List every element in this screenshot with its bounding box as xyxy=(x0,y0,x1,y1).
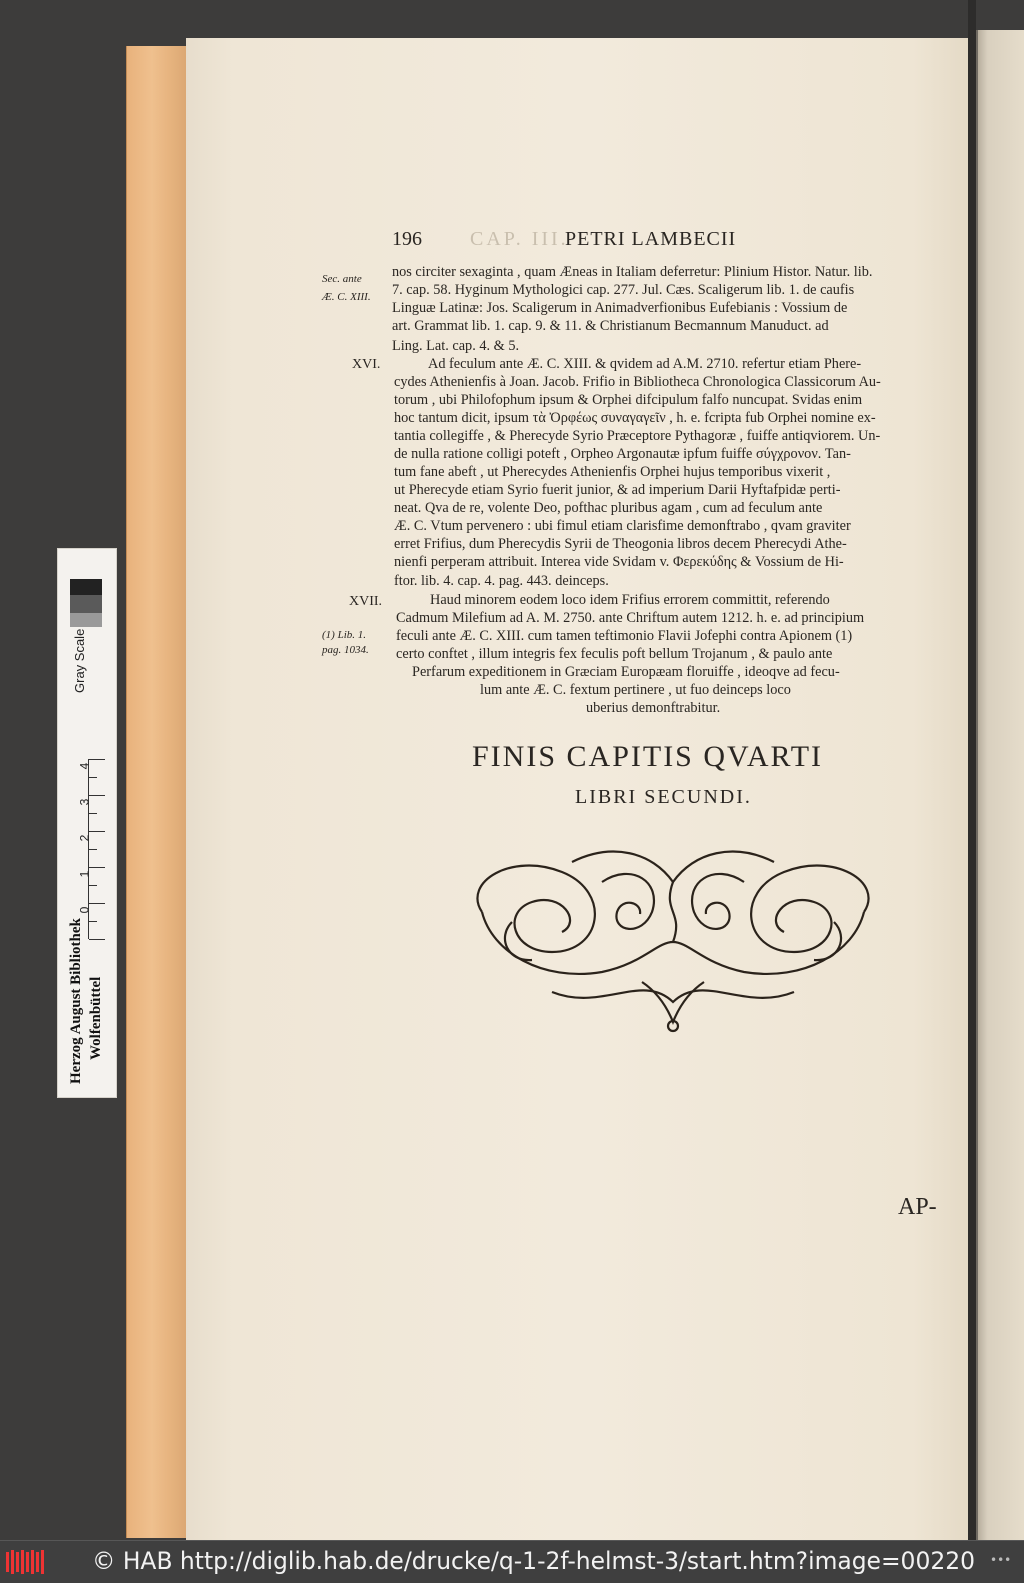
page-number: 196 xyxy=(392,228,422,250)
margin-note: (1) Lib. 1. xyxy=(322,629,366,641)
text-line: art. Grammat lib. 1. cap. 9. & 11. & Christianum Becmannum Manuduct. ad xyxy=(392,318,829,334)
text-line: hoc tantum dicit, ipsum τὰ Ὀρφέως συναγαγεῖν , h. e. fcripta fub Orphei nomine ex- xyxy=(394,410,876,426)
gutter-shadow xyxy=(968,0,976,1540)
facing-page-edge xyxy=(976,30,1024,1540)
text-line: feculi ante Æ. C. XIII. cum tamen teftimonio Flavii Jofephi contra Apionem (1) xyxy=(396,628,853,644)
gray-scale-card: Gray Scale 4 3 2 1 0 Herzog August Bibliothek Wolfenbüttel xyxy=(57,548,117,1098)
text-line: tum fane abeft , ut Pherecydes Athenienfis Orphei hujus temporibus vixerit , xyxy=(394,464,831,480)
calligraphic-flourish-ornament xyxy=(452,842,894,1034)
text-line: certo conftet , illum integris fex feculis poft bellum Trojanum , & paulo ante xyxy=(396,646,833,662)
text-line: Ad feculum ante Æ. C. XIII. & qvidem ad A.M. 2710. refertur etiam Phere- xyxy=(428,356,862,372)
text-line: Perfarum expeditionem in Græciam Europæam floruiffe , ideoqve ad fecu- xyxy=(412,664,840,680)
ruler-number: 3 xyxy=(77,798,92,806)
text-line: Ling. Lat. cap. 4. & 5. xyxy=(392,338,520,354)
catchword: AP- xyxy=(898,1194,937,1220)
text-line: de nulla ratione colligi poteft , Orpheo Argonautæ ipfum fuiffe σύγχρονον. Tan- xyxy=(394,446,851,462)
chapter-end-subheading: LIBRI SECUNDI. xyxy=(575,786,752,808)
section-number: XVI. xyxy=(352,357,381,372)
gray-swatch-dark xyxy=(70,579,102,595)
margin-note: Sec. ante xyxy=(322,273,362,285)
text-line: Linguæ Latinæ: Jos. Scaligerum in Animadverfionibus Eufebianis : Vossium de xyxy=(392,300,848,316)
text-line: erret Frifius, dum Pherecydis Syrii de Theogonia libros decem Pherecydi Athe- xyxy=(394,536,847,552)
ruler xyxy=(77,759,105,939)
ruler-number: 2 xyxy=(77,834,92,842)
chapter-end-heading: FINIS CAPITIS QVARTI xyxy=(472,740,824,773)
text-line: torum , ubi Philofophum ipsum & Orphei difcipulum falfo nuncupat. Svidas enim xyxy=(394,392,863,408)
page-stack-edge xyxy=(126,46,189,1538)
text-line: neat. Qva de re, volente Deo, pofthac pluribus agam , cum ad feculum ante xyxy=(394,500,823,516)
ruler-number: 0 xyxy=(77,906,92,914)
footer-bar xyxy=(0,1540,1024,1583)
hab-logo-icon xyxy=(6,1550,48,1574)
text-line: uberius demonftrabitur. xyxy=(586,700,721,716)
more-icon[interactable]: ••• xyxy=(990,1553,1012,1567)
gray-swatch-mid xyxy=(70,595,102,613)
margin-note: pag. 1034. xyxy=(322,644,369,656)
ruler-number: 1 xyxy=(77,870,92,878)
text-line: nos circiter sexaginta , quam Æneas in Italiam deferretur: Plinium Histor. Natur. lib. xyxy=(392,264,873,280)
text-line: nienfi perperam attribuit. Interea vide Svidam v. Φερεκύδης & Vossium de Hi- xyxy=(394,554,844,570)
text-line: Haud minorem eodem loco idem Frifius errorem committit, referendo xyxy=(430,592,830,608)
text-line: cydes Athenienfis à Joan. Jacob. Frifio in Bibliotheca Chronologica Classicorum Au- xyxy=(394,374,881,390)
text-line: ftor. lib. 4. cap. 4. pag. 443. deinceps. xyxy=(394,573,609,589)
margin-note: Æ. C. XIII. xyxy=(322,291,371,303)
text-line: Æ. C. Vtum pervenero : ubi fimul etiam clarisfime demonftrabo , qvam graviter xyxy=(394,518,851,534)
ruler-number: 4 xyxy=(77,762,92,770)
showthrough-text: CAP. III. xyxy=(470,228,569,250)
text-line: tantia collegiffe , & Pherecyde Syrio Præceptore Pythagoræ , fuiffe antiqviorem. Un- xyxy=(394,428,881,444)
section-number: XVII. xyxy=(349,594,383,609)
text-line: 7. cap. 58. Hyginum Mythologici cap. 277. Jul. Cæs. Scaligerum lib. 1. de caufis xyxy=(392,282,855,298)
text-line: Cadmum Milefium ad A. M. 2750. ante Chriftum autem 1212. h. e. ad principium xyxy=(396,610,865,626)
copyright-url[interactable]: © HAB http://diglib.hab.de/drucke/q-1-2f-helmst-3/start.htm?image=00220 xyxy=(92,1547,975,1575)
running-head: PETRI LAMBECII xyxy=(565,228,737,250)
text-line: ut Pherecyde etiam Syrio fuerit junior, & ad imperium Darii Hyftafpidæ perti- xyxy=(394,482,841,498)
text-line: lum ante Æ. C. fextum pertinere , ut fuo deinceps loco xyxy=(480,682,791,698)
gray-swatch-light xyxy=(70,613,102,627)
